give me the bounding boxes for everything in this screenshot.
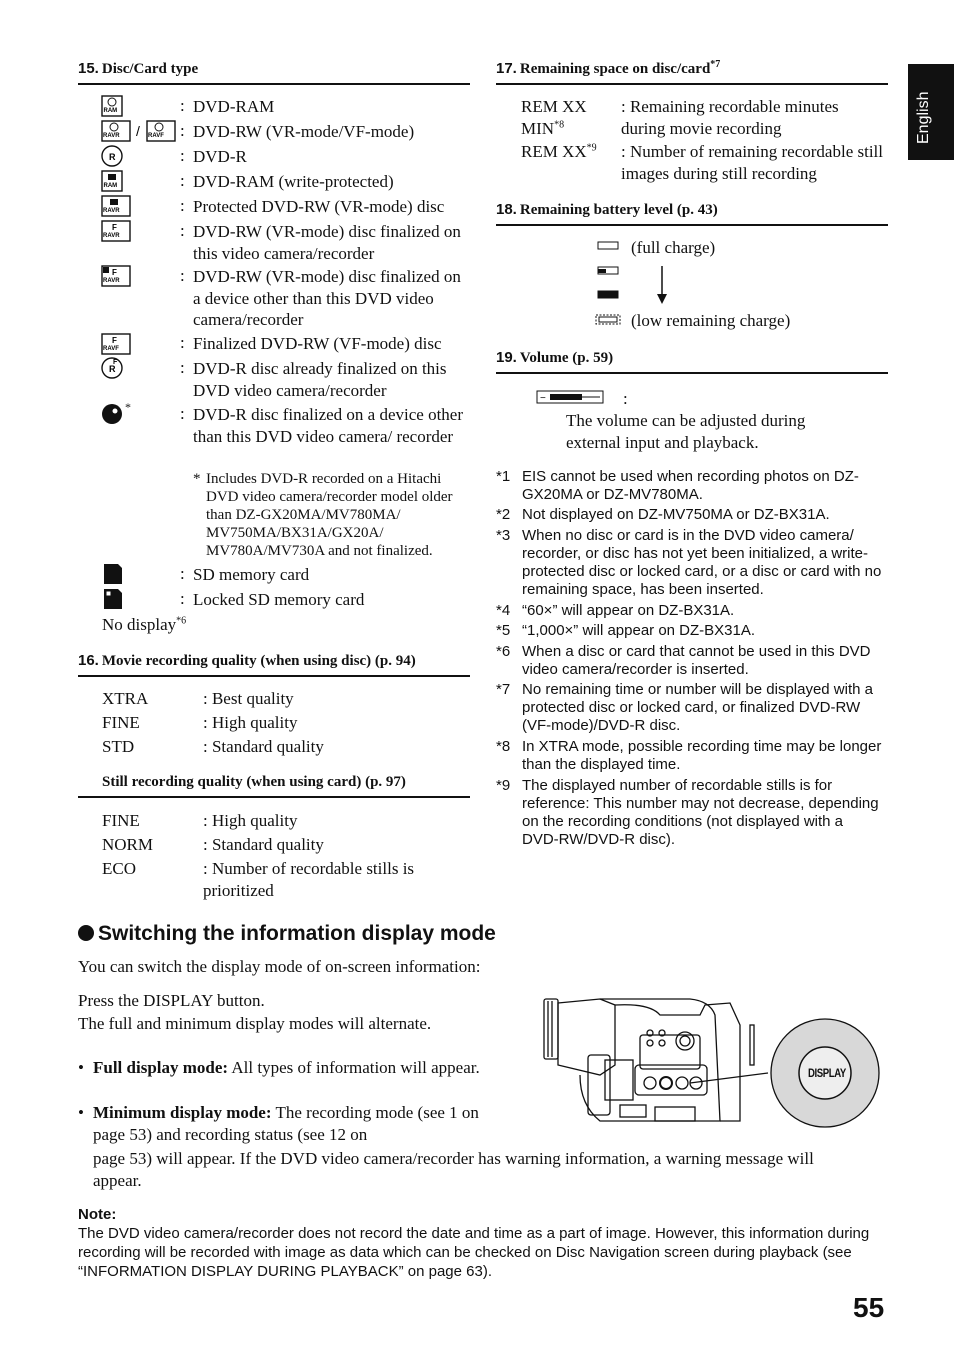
footnote-9-text: The displayed number of recordable stills is for reference: This number may not decrease, depending on the recording conditions (not displayed with a DVD-RW/DVD-R disc). [522, 777, 879, 848]
sd-card-locked-icon [104, 589, 122, 609]
footnote-6-key: *6 [496, 643, 511, 660]
language-tab-label: English [915, 91, 932, 144]
still-norm-value: : Standard quality [203, 835, 324, 854]
bullet-circle-icon [78, 925, 94, 941]
colon: : [180, 358, 185, 377]
sec17-number: 17. [496, 60, 517, 77]
disc-type-dvd-rw-finalized: DVD-RW (VR-mode) disc finalized on this video camera/recorder [193, 222, 461, 263]
full-display-mode [93, 1057, 493, 1079]
battery-mid-icon [598, 267, 618, 274]
sec16-title: Movie recording quality (when using disc) (p. 94) [101, 653, 416, 669]
dvd-rw-vf-finalized-icon [102, 334, 130, 354]
footnote-6-text: When a disc or card that cannot be used in this DVD video camera/recorder is inserted. [522, 643, 871, 678]
colon: : [180, 171, 185, 190]
footnote-8-key: *8 [496, 738, 511, 755]
colon: : [180, 589, 185, 608]
svg-text:R: R [109, 364, 116, 374]
min-display-text: The recording mode (see 1 on page 53) and recording status (see 12 on [93, 1103, 479, 1144]
svg-text:R: R [109, 152, 116, 162]
colon: : [180, 266, 185, 285]
sec17-title: Remaining space on disc/card [519, 61, 711, 77]
svg-text:RAM: RAM [103, 183, 118, 189]
note-label-text: Note [78, 1206, 112, 1223]
sec16-heading [78, 652, 470, 677]
footnote-1-key: *1 [496, 468, 511, 485]
dvd-ram-icon [102, 96, 122, 116]
quality-fine-key: FINE [102, 713, 140, 732]
footnote-5-text: “1,000×” will appear on DZ-BX31A. [522, 622, 756, 639]
svg-text:F: F [112, 336, 117, 345]
colon: : [180, 196, 185, 215]
svg-text:F: F [113, 359, 118, 366]
disc-type-dvd-ram-protected: DVD-RAM (write-protected) [193, 172, 394, 191]
disc-type-dvd-rw-protected: Protected DVD-RW (VR-mode) disc [193, 197, 445, 216]
dvd-rw-protected-icon [102, 196, 130, 216]
footnote-1-text: EIS cannot be used when recording photos on DZ-GX20MA or DZ-MV780MA. [522, 468, 859, 503]
svg-text:F: F [112, 223, 117, 232]
dvd-rw-finalized-icon [102, 221, 130, 241]
disc-type-dvd-ram: DVD-RAM [193, 97, 275, 116]
min-display-label: Minimum display mode: [93, 1103, 272, 1122]
battery-low-label: (low remaining charge) [631, 311, 791, 330]
svg-text:RAVR: RAVR [103, 278, 120, 284]
camcorder-illustration [540, 995, 885, 1130]
no-display-sup: *6 [176, 615, 187, 627]
sd-card-locked-label: Locked SD memory card [193, 590, 365, 609]
sd-card-label: SD memory card [193, 565, 310, 584]
language-tab [908, 64, 954, 160]
sec18-title: Remaining battery level (p. 43) [519, 202, 718, 218]
still-norm-key: NORM [102, 835, 154, 854]
dvd-ram-protected-icon [102, 171, 122, 191]
battery-low-icon [598, 291, 618, 298]
disc-icons-column [100, 94, 180, 614]
page-number: 55 [853, 1292, 885, 1323]
rem-min-sup: *8 [554, 118, 565, 130]
sec19-title: Volume (p. 59) [519, 350, 614, 366]
rem-stills-sup: *9 [586, 142, 597, 154]
footnote-3-text: When no disc or card is in the DVD video camera/ recorder, or disc has not yet been initialized, a write-protected disc or locked card, or a disc or card with no remaining space, has been inserted. [522, 527, 882, 598]
volume-colon: : [623, 389, 628, 408]
rem-stills-key [521, 141, 597, 163]
footnote-9-key: *9 [496, 777, 511, 794]
disc-type-dvd-r-finalized: DVD-R disc already finalized on this DVD video camera/recorder [193, 359, 447, 400]
rem-stills-key-text: REM XX [521, 142, 587, 161]
disc-type-dvd-rw-finalized-other: DVD-RW (VR-mode) disc finalized on a device other than this DVD video camera/recorder [193, 267, 461, 329]
quality-xtra-value: : Best quality [203, 689, 294, 708]
full-display-label: Full display mode: [93, 1058, 229, 1077]
svg-text:RAVR: RAVR [103, 208, 120, 214]
footnote-7-key: *7 [496, 681, 511, 698]
sd-card-icon [104, 564, 122, 584]
no-display-text: No display [102, 615, 177, 634]
sec18-heading [496, 201, 888, 226]
svg-text:RAVF: RAVF [103, 346, 119, 352]
rem-min-key-text: REM XX MIN [521, 97, 587, 138]
battery-full-label: (full charge) [631, 238, 716, 257]
star-mark: * [125, 400, 131, 414]
footnote-8-text: In XTRA mode, possible recording time may be longer than the displayed time. [522, 738, 882, 773]
footnote-2-text: Not displayed on DZ-MV750MA or DZ-BX31A. [522, 506, 830, 523]
dvd-rw-vr-icon [102, 121, 130, 141]
minimum-display-continued: page 53) will appear. If the DVD video camera/recorder has warning information, a warning message will appear. [93, 1149, 814, 1190]
arrow-down-icon [657, 266, 667, 304]
sec17-title-sup: *7 [710, 59, 721, 70]
switching-heading-text: Switching the information display mode [98, 922, 496, 945]
minimum-display-mode [93, 1102, 508, 1145]
rem-min-key [521, 96, 591, 139]
still-quality-heading: Still recording quality (when using card) (p. 97) [78, 774, 470, 798]
colon: : [180, 404, 185, 423]
switching-heading [78, 922, 496, 946]
disc-type-dvd-rw: DVD-RW (VR-mode/VF-mode) [193, 122, 415, 141]
sec18-number: 18. [496, 201, 517, 218]
dvd-r-finalized-other-icon [102, 404, 122, 424]
asterisk-mark: * [193, 471, 201, 487]
sec19-heading [496, 349, 888, 374]
full-display-text: All types of information will appear. [228, 1058, 480, 1077]
footnote-5-key: *5 [496, 622, 511, 639]
still-eco-key: ECO [102, 859, 136, 878]
dvd-r-finalized-icon [102, 358, 122, 378]
sec15-title: Disc/Card type [101, 61, 199, 77]
footnote-7-text: No remaining time or number will be displayed with a protected disc or locked card, or finalized DVD-RW (VF-mode)/DVD-R disc. [522, 681, 873, 734]
quality-std-value: : Standard quality [203, 737, 324, 756]
press-display: Press the DISPLAY button. [78, 991, 265, 1010]
colon: : [180, 221, 185, 240]
sec19-number: 19. [496, 349, 517, 366]
note-colon: : [111, 1206, 117, 1223]
quality-std-key: STD [102, 737, 135, 756]
modes-alternate: The full and minimum display modes will alternate. [78, 1014, 432, 1033]
sec15-number: 15. [78, 60, 99, 77]
asterisk-note: Includes DVD-R recorded on a Hitachi DVD video camera/recorder model older than DZ-GX20MA/MV780MA/ MV750MA/BX31A/GX20A/ MV780A/MV730A and not finalized. [206, 471, 453, 559]
rem-min-value: : Remaining recordable minutes during movie recording [621, 97, 839, 138]
bullet-dot: • [78, 1103, 84, 1122]
footnote-4-text: “60×” will appear on DZ-BX31A. [522, 602, 735, 619]
display-button[interactable]: DISPLAY [808, 1066, 846, 1080]
quality-xtra-key: XTRA [102, 689, 149, 708]
footnote-4-key: *4 [496, 602, 511, 619]
footnote-3-key: *3 [496, 527, 511, 544]
colon: : [180, 121, 185, 140]
dvd-rw-vf-icon [147, 121, 175, 141]
rem-stills-value: : Number of remaining recordable still images during still recording [621, 142, 883, 183]
disc-type-dvd-rw-vf-finalized: Finalized DVD-RW (VF-mode) disc [193, 334, 442, 353]
sec16-number: 16. [78, 652, 99, 669]
still-fine-value: : High quality [203, 811, 298, 830]
footnote-2-key: *2 [496, 506, 511, 523]
svg-text:RAM: RAM [103, 108, 118, 114]
colon: : [180, 333, 185, 352]
colon: : [180, 564, 185, 583]
dvd-r-icon [102, 146, 122, 166]
no-display-label [102, 614, 186, 636]
battery-full-icon [598, 242, 618, 249]
colon: : [180, 96, 185, 115]
slash-separator: / [136, 123, 140, 139]
still-eco-value: : Number of recordable stills is prioritized [203, 859, 415, 900]
bullet-dot: • [78, 1058, 84, 1077]
colon: : [180, 146, 185, 165]
still-fine-key: FINE [102, 811, 140, 830]
sec15-heading [78, 60, 470, 85]
svg-text:RAVR: RAVR [103, 133, 120, 139]
dvd-rw-finalized-other-icon [102, 266, 130, 286]
volume-bar-icon [536, 388, 606, 406]
svg-text:RAVR: RAVR [103, 233, 120, 239]
quality-fine-value: : High quality [203, 713, 298, 732]
sec17-heading [496, 60, 888, 85]
svg-text:−: − [540, 393, 546, 404]
disc-type-dvd-r-finalized-other: DVD-R disc finalized on a device other than this DVD video camera/ recorder [193, 405, 464, 446]
svg-text:F: F [112, 268, 117, 277]
volume-description: The volume can be adjusted during external input and playback. [566, 411, 806, 452]
note-text: The DVD video camera/recorder does not record the date and time as a part of image. However, this information during recording will be recorded with image as data which can be checked on Disc Navigation screen during playback (see “INFORMATION DISPLAY DURING PLAYBACK” on page 63). [78, 1225, 870, 1280]
switching-intro: You can switch the display mode of on-screen information: [78, 957, 481, 976]
svg-text:RAVF: RAVF [148, 133, 164, 139]
disc-type-dvd-r: DVD-R [193, 147, 247, 166]
battery-empty-icon [596, 315, 620, 324]
note-label [78, 1206, 116, 1223]
